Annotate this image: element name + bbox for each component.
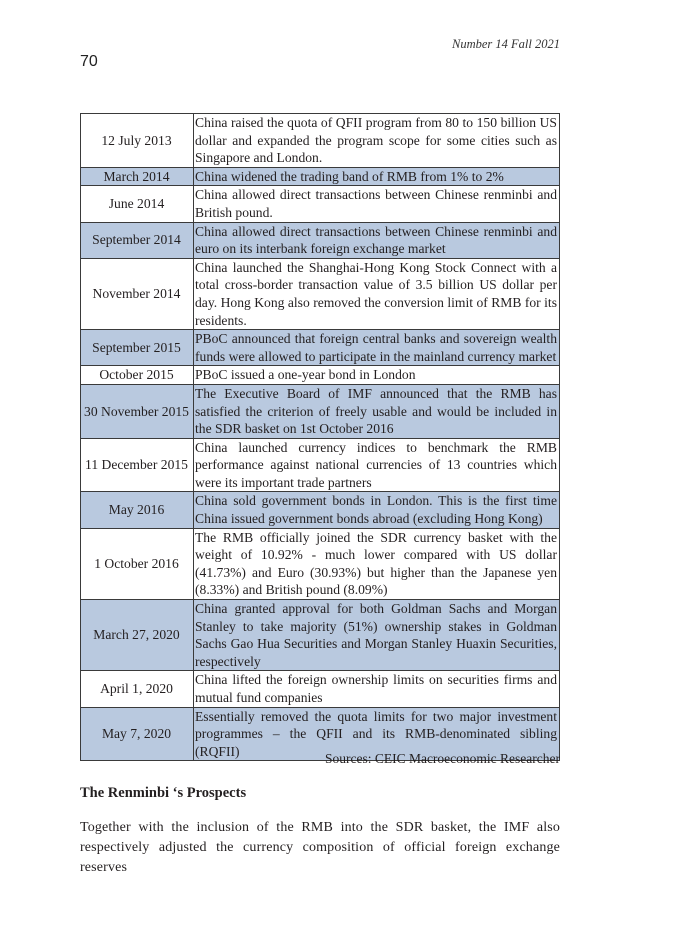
date-cell: March 27, 2020: [81, 600, 194, 671]
timeline-table-body: [81, 114, 560, 761]
table-row: [81, 528, 560, 599]
table-row: [81, 671, 560, 707]
body-paragraph: Together with the inclusion of the RMB into the SDR basket, the IMF also respectively adjusted the currency composition of official foreign exchange reserves: [80, 820, 560, 875]
table-row: [81, 366, 560, 385]
event-cell: The Executive Board of IMF announced that the RMB has satisfied the criterion of freely usable and would be included in the SDR basket on 1st October 2016: [194, 384, 560, 438]
page-number: 70: [80, 53, 98, 70]
date-cell: September 2015: [81, 330, 194, 366]
event-cell: China allowed direct transactions between Chinese renminbi and British pound.: [194, 186, 560, 222]
table-row: [81, 600, 560, 671]
event-cell: China widened the trading band of RMB from 1% to 2%: [194, 167, 560, 186]
table-row: [81, 330, 560, 366]
rmb-timeline-table: [80, 113, 560, 761]
event-cell: China raised the quota of QFII program from 80 to 150 billion US dollar and expanded the program scope for some cities such as Singapore and London.: [194, 114, 560, 168]
table-row: [81, 258, 560, 329]
date-cell: March 2014: [81, 167, 194, 186]
table-row: [81, 114, 560, 168]
event-cell: PBoC issued a one-year bond in London: [194, 366, 560, 385]
date-cell: April 1, 2020: [81, 671, 194, 707]
section-heading: The Renminbi ‘s Prospects: [80, 785, 247, 801]
table-row: [81, 438, 560, 492]
date-cell: 1 October 2016: [81, 528, 194, 599]
event-cell: Essentially removed the quota limits for two major investment programmes – the QFII and its RMB-denominated sibling (RQFII): [194, 707, 560, 761]
date-cell: November 2014: [81, 258, 194, 329]
date-cell: May 2016: [81, 492, 194, 528]
table-row: [81, 222, 560, 258]
event-cell: China granted approval for both Goldman Sachs and Morgan Stanley to take majority (51%) ownership stakes in Goldman Sachs Gao Hua Securities and Morgan Stanley Huaxin Securities, respectively: [194, 600, 560, 671]
journal-issue-header: Number 14 Fall 2021: [452, 37, 560, 51]
date-cell: October 2015: [81, 366, 194, 385]
date-cell: 30 November 2015: [81, 384, 194, 438]
table-row: [81, 492, 560, 528]
date-cell: June 2014: [81, 186, 194, 222]
table-row: [81, 384, 560, 438]
date-cell: May 7, 2020: [81, 707, 194, 761]
date-cell: September 2014: [81, 222, 194, 258]
table-row: [81, 167, 560, 186]
date-cell: 12 July 2013: [81, 114, 194, 168]
event-cell: The RMB officially joined the SDR currency basket with the weight of 10.92% - much lower compared with US dollar (41.73%) and Euro (30.93%) but higher than the Japanese yen (8.33%) and British pound (8.09%): [194, 528, 560, 599]
event-cell: China sold government bonds in London. This is the first time China issued government bonds abroad (excluding Hong Kong): [194, 492, 560, 528]
event-cell: China launched currency indices to benchmark the RMB performance against national currencies of 13 countries which were its important trade partners: [194, 438, 560, 492]
event-cell: PBoC announced that foreign central banks and sovereign wealth funds were allowed to participate in the mainland currency market: [194, 330, 560, 366]
event-cell: China allowed direct transactions between Chinese renminbi and euro on its interbank foreign exchange market: [194, 222, 560, 258]
table-sources-note: Sources: CEIC Macroeconomic Researcher: [324, 751, 560, 766]
event-cell: China launched the Shanghai-Hong Kong Stock Connect with a total cross-border transaction value of 3.5 billion US dollar per day. Hong Kong also removed the conversion limit of RMB for its residents.: [194, 258, 560, 329]
table-row: [81, 186, 560, 222]
event-cell: China lifted the foreign ownership limits on securities firms and mutual fund companies: [194, 671, 560, 707]
date-cell: 11 December 2015: [81, 438, 194, 492]
